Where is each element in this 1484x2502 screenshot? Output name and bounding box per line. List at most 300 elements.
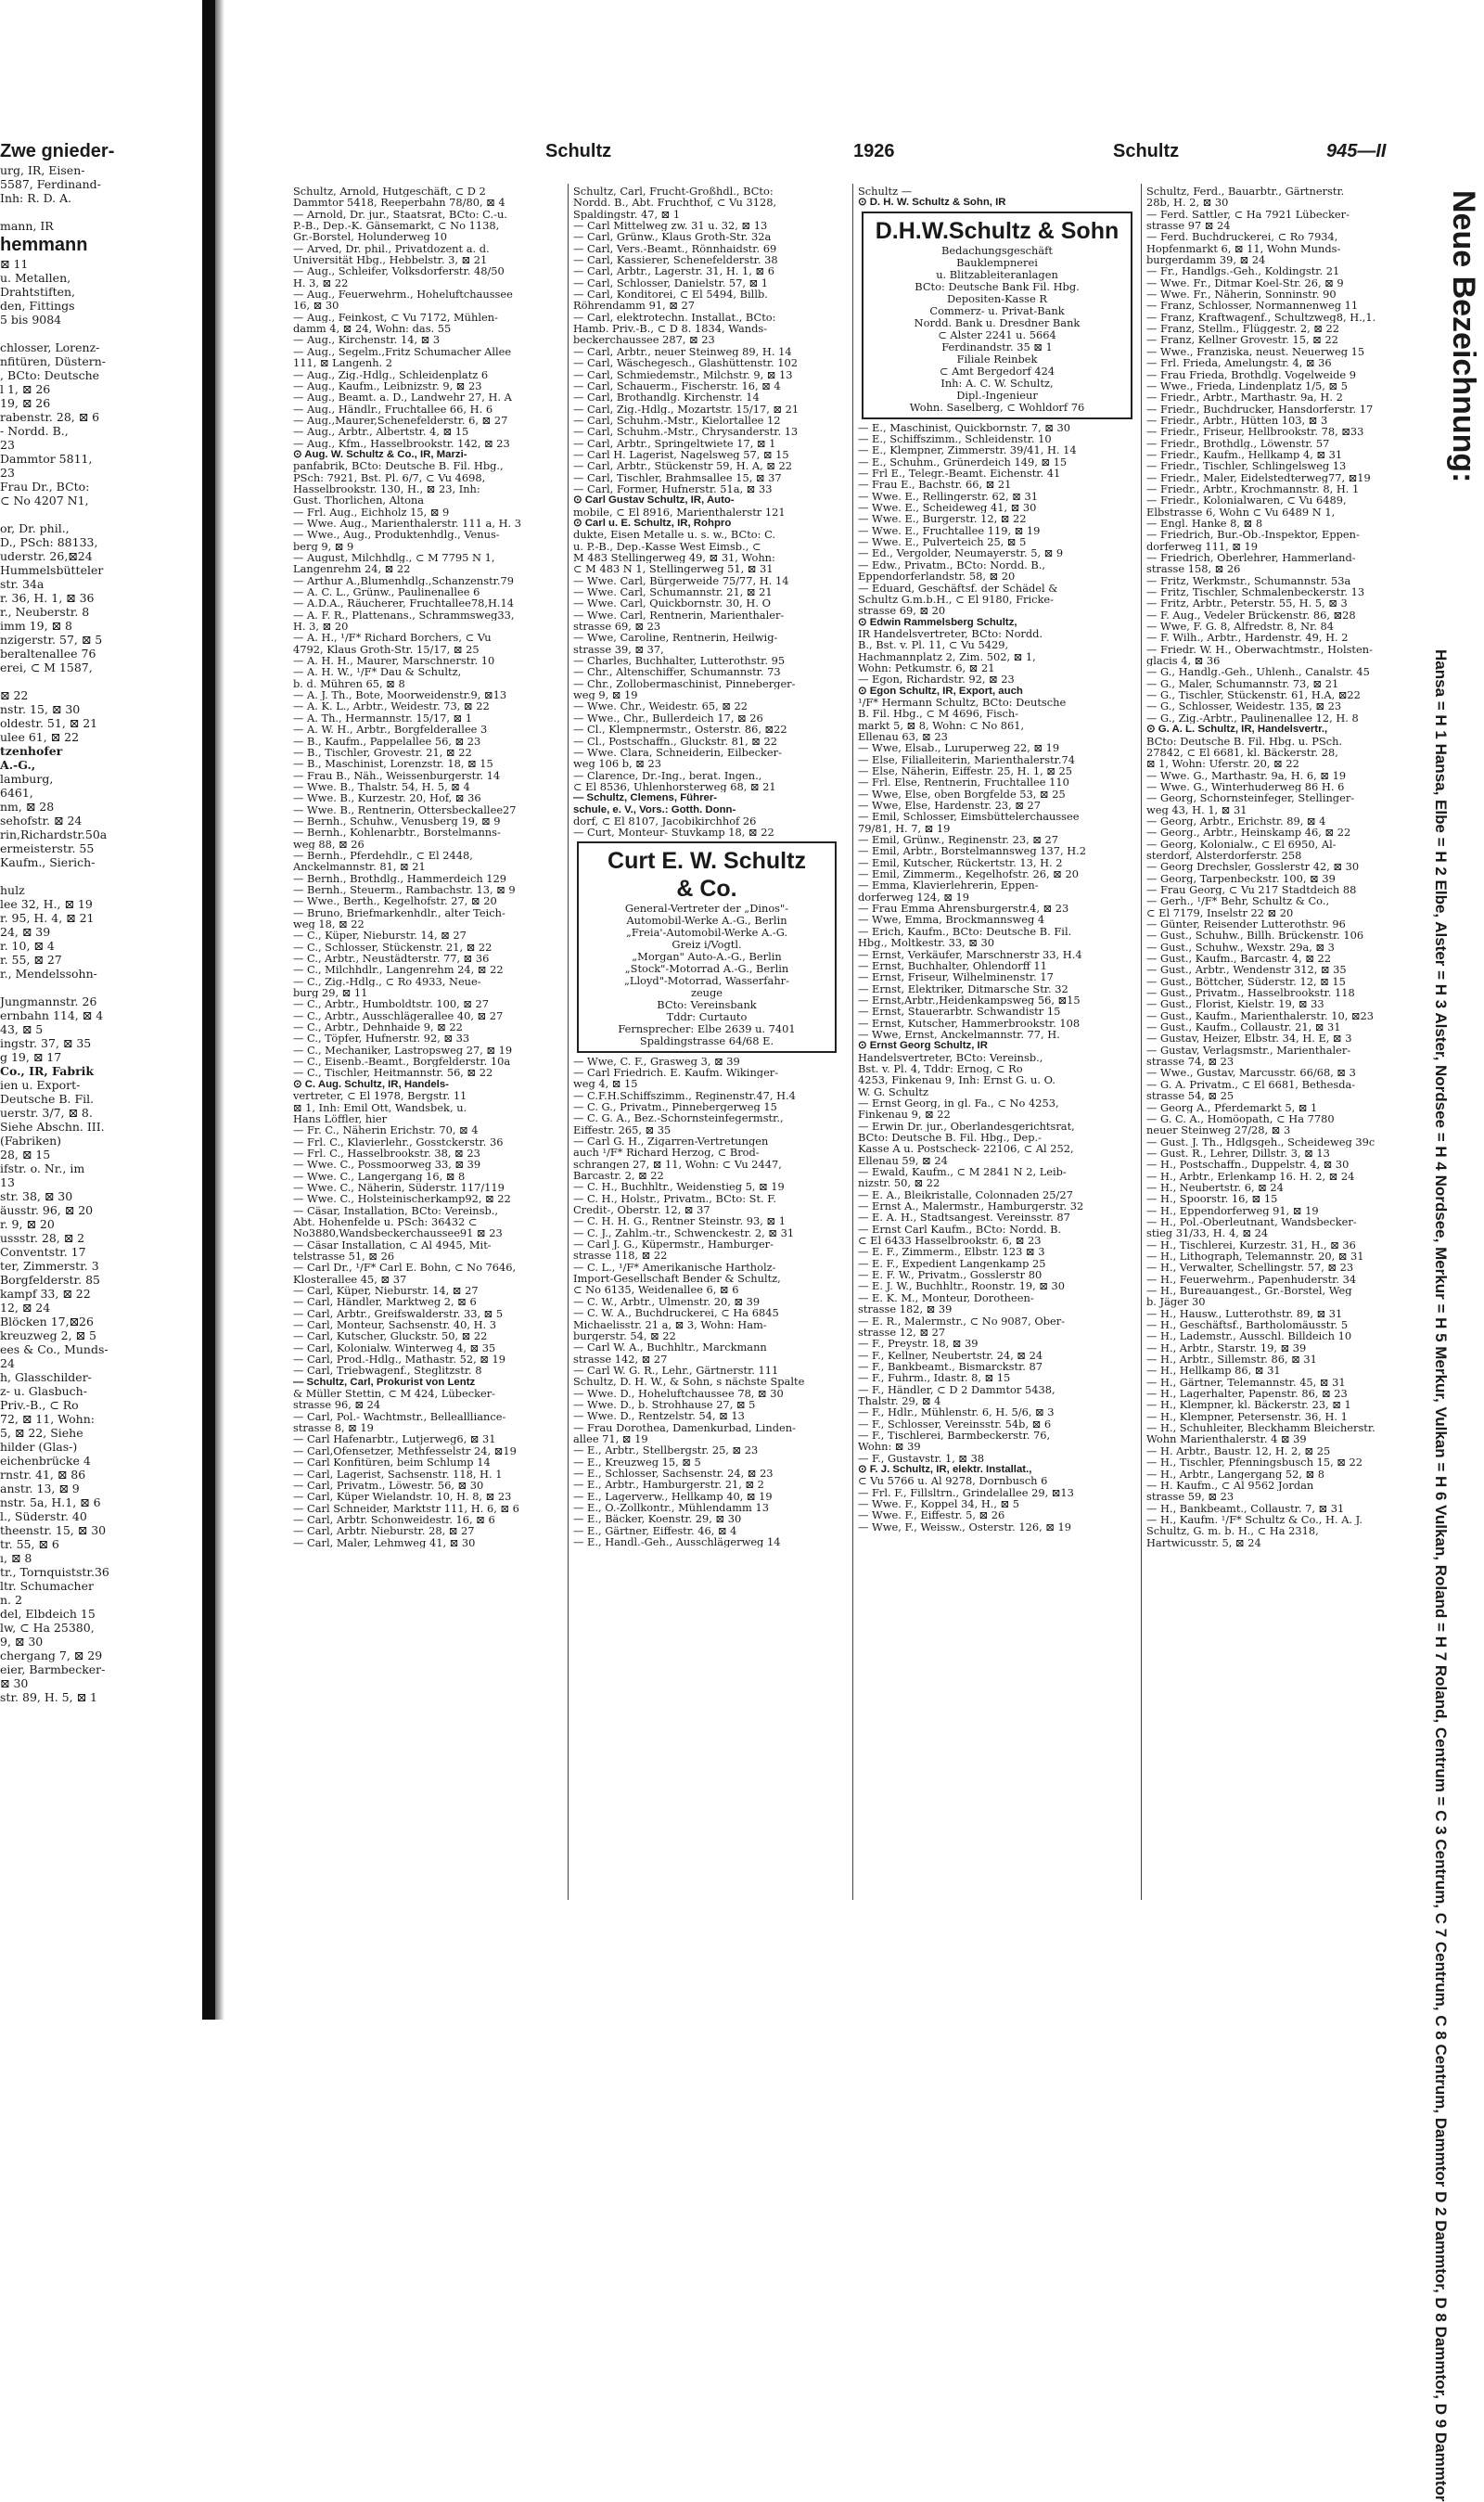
directory-entry-line: weg 88, ⊠ 26 [293, 838, 365, 850]
directory-entry-line: ⊂ El 7179, Inselstr 22 ⊠ 20 [1146, 906, 1294, 918]
directory-entry-line: — H., Gärtner, Telemannstr. 45, ⊠ 31 [1146, 1376, 1346, 1389]
directory-entry-line: — Carl, Kassierer, Schenefelderstr. 38 [573, 254, 778, 266]
directory-entry-line: mobile, ⊂ El 8916, Marienthalerstr 121 [573, 506, 786, 518]
firm-entry-line: schule, e. V., Vors.: Gotth. Donn- [573, 803, 736, 815]
directory-entry-line: — H., Feuerwehrm., Papenhuderstr. 34 [1146, 1273, 1357, 1285]
fragment-line: r. 95, H. 4, ⊠ 21 [0, 911, 95, 925]
directory-entry-line: — Ferd. Sattler, ⊂ Ha 7921 Lübecker- [1146, 208, 1350, 221]
directory-entry-line: — H., Lademstr., Ausschl. Billdeich 10 [1146, 1330, 1352, 1342]
directory-entry-line: — Georg, Arbtr., Erichstr. 89, ⊠ 4 [1146, 815, 1326, 828]
directory-entry-line: — Engl. Hanke 8, ⊠ 8 [1146, 517, 1263, 530]
directory-entry-line: markt 5, ⊠ 8, Wohn: ⊂ No 861, [858, 719, 1025, 731]
directory-entry-line: — B., Tischler, Grovestr. 21, ⊠ 22 [293, 746, 472, 759]
directory-entry-line: — H., Arbtr., Langergang 52, ⊠ 8 [1146, 1468, 1325, 1480]
advertisement-dhw-schultz [862, 212, 1132, 419]
directory-entry-line: — A.D.A., Räucherer, Fruchtallee78,H.14 [293, 597, 515, 609]
fragment-line: l 1, ⊠ 26 [0, 382, 51, 396]
directory-entry-line: Hbg., Moltkestr. 33, ⊠ 30 [858, 937, 995, 949]
ad-line: „Freia'-Automobil-Werke A.-G. [625, 926, 788, 939]
directory-entry-line: — E. R., Malermstr., ⊂ No 9087, Ober- [858, 1315, 1066, 1327]
fragment-line: hilder (Glas-) [0, 1440, 78, 1454]
directory-entry-line: — E., Schlosser, Sachsenstr. 24, ⊠ 23 [573, 1467, 774, 1480]
directory-entry-line: — Friedr., Arbtr., Marthastr. 9a, H. 2 [1146, 391, 1343, 404]
fragment-line: rnstr. 41, ⊠ 86 [0, 1468, 86, 1482]
directory-entry-line: — E., Gärtner, Eiffestr. 46, ⊠ 4 [573, 1524, 737, 1537]
directory-entry-line: — G., Handlg.-Geh., Uhlenh., Canalstr. 45 [1146, 666, 1370, 678]
fragment-line: mann, IR [0, 219, 54, 233]
fragment-line: nfitüren, Düstern- [0, 354, 106, 368]
firm-entry-line: ⊙ Edwin Rammelsberg Schultz, [858, 616, 1017, 628]
directory-entry-line: — Gust., Schuhw., Billh. Brückenstr. 106 [1146, 930, 1364, 942]
directory-entry-line: — Friedr., Buchdrucker, Hansdorferstr. 17 [1146, 403, 1374, 415]
directory-entry-line: — Wwe. Fr., Näherin, Sonninstr. 90 [1146, 289, 1337, 301]
directory-entry-line: — Cl., Postschaffn., Gluckstr. 81, ⊠ 22 [573, 735, 777, 747]
fragment-line: str. 89, H. 5, ⊠ 1 [0, 1690, 97, 1704]
fragment-line: anstr. 13, ⊠ 9 [0, 1482, 80, 1495]
directory-entry-line: — Aug., Zig.-Hdlg., Schleidenplatz 6 [293, 368, 489, 380]
directory-entry-line: — E., O.-Zollkontr., Mühlendamm 13 [573, 1502, 769, 1514]
directory-entry-line: — A. Th., Hermannstr. 15/17, ⊠ 1 [293, 712, 472, 725]
directory-entry-line: — Aug., Händlr., Fruchtallee 66, H. 6 [293, 403, 493, 415]
directory-entry-line: — A. J. Th., Bote, Moorweidenstr.9, ⊠13 [293, 689, 507, 701]
directory-entry-line: — Wwe. Clara, Schneiderin, Eilbecker- [573, 746, 782, 759]
fragment-line: l., Süderstr. 40 [0, 1509, 87, 1523]
directory-entry-line: Import-Gesellschaft Bender & Schultz, [573, 1273, 781, 1285]
directory-entry-line: — Wwe. E., Pulverteich 25, ⊠ 5 [858, 536, 1027, 548]
directory-entry-line: Eppendorferlandstr. 58, ⊠ 20 [858, 571, 1016, 583]
directory-entry-line: 16, ⊠ 30 [293, 300, 339, 312]
directory-entry-line: — Fritz, Arbtr., Peterstr. 55, H. 5, ⊠ 3 [1146, 597, 1348, 609]
directory-entry-line: — Carl,Ofensetzer, Methfesselstr 24, ⊠19 [293, 1444, 517, 1457]
directory-entry-line: — Ed., Vergolder, Neumayerstr. 5, ⊠ 9 [858, 547, 1064, 559]
directory-entry-line: — E., Handl.-Geh., Ausschlägerweg 14 [573, 1536, 781, 1548]
directory-entry-line: — Wwe, Emma, Brockmannsweg 4 [858, 914, 1045, 926]
directory-entry-line: — Wwe. F., Koppel 34, H., ⊠ 5 [858, 1498, 1020, 1510]
fragment-line: urg, IR, Eisen- [0, 163, 85, 177]
directory-entry-line: — F., Hdlr., Mühlenstr. 6, H. 5/6, ⊠ 3 [858, 1406, 1055, 1418]
directory-entry-line: — Gust., Böttcher, Süderstr. 12, ⊠ 15 [1146, 975, 1346, 988]
directory-entry-line: — Wwe, C. F., Grasweg 3, ⊠ 39 [573, 1055, 740, 1067]
directory-entry-line: — Gust., Kaufm., Barcastr. 4, ⊠ 22 [1146, 953, 1332, 965]
fragment-line: 72, ⊠ 11, Wohn: [0, 1412, 95, 1426]
firm-entry-line: ⊙ Egon Schultz, IR, Export, auch [858, 685, 1023, 697]
directory-entry-line: — Chr., Altenschiffer, Schumannstr. 73 [573, 666, 781, 678]
directory-entry-line: — Carl, Arbtr., neuer Steinweg 89, H. 14 [573, 345, 792, 358]
directory-entry-line: — Friedr., Brothdlg., Löwenstr. 57 [1146, 437, 1330, 449]
directory-entry-line: — Carl, Küper, Nieburstr. 14, ⊠ 27 [293, 1285, 479, 1297]
directory-entry-line: — Friedrich, Bur.-Ob.-Inspektor, Eppen- [1146, 529, 1360, 541]
directory-entry-line: — Carl, Konditorei, ⊂ El 5494, Billb. [573, 289, 768, 301]
directory-entry-line: ⊠ 1, Inh: Emil Ott, Wandsbek, u. [293, 1101, 467, 1113]
directory-entry-line: — H., Hellkamp 86, ⊠ 31 [1146, 1365, 1281, 1377]
fragment-line: chergang 7, ⊠ 29 [0, 1649, 103, 1662]
directory-entry-line: B. Fil. Hbg., ⊂ M 4696, Fisch- [858, 708, 1019, 720]
directory-entry-line: berg 9, ⊠ 9 [293, 540, 354, 552]
directory-entry-line: — Frau Emma Ahrensburgerstr.4, ⊠ 23 [858, 903, 1069, 915]
directory-entry-line: — F. Wilh., Arbtr., Hardenstr. 49, H. 2 [1146, 632, 1349, 644]
directory-entry-line: telstrasse 51, ⊠ 26 [293, 1250, 395, 1263]
directory-entry-line: — E., Kreuzweg 15, ⊠ 5 [573, 1456, 701, 1468]
directory-entry-line: vertreter, ⊂ El 1978, Bergstr. 11 [293, 1090, 467, 1102]
fragment-line: 28, ⊠ 15 [0, 1148, 51, 1161]
fragment-line: nzigerstr. 57, ⊠ 5 [0, 633, 103, 647]
directory-entry-line: — H., Eppendorferweg 91, ⊠ 19 [1146, 1204, 1319, 1216]
fragment-line: lw, ⊂ Ha 25380, [0, 1621, 95, 1635]
directory-entry-line: — Cäsar Installation, ⊂ Al 4945, Mit- [293, 1238, 492, 1251]
page-gutter [202, 0, 215, 2020]
fragment-line: del, Elbdeich 15 [0, 1607, 96, 1621]
column-rule [568, 184, 569, 1900]
directory-entry-line: — H., Bankbeamt., Collaustr. 7, ⊠ 31 [1146, 1502, 1345, 1514]
directory-entry-line: — Erwin Dr. jur., Oberlandesgerichtsrat, [858, 1120, 1075, 1132]
ad-line: „Morgan" Auto-A.-G., Berlin [632, 950, 782, 963]
directory-entry-line: — C., Zig.-Hdlg., ⊂ Ro 4933, Neue- [293, 975, 481, 988]
directory-entry-line: — Ernst, Stauerarbtr. Schwandistr 15 [858, 1006, 1061, 1018]
fragment-line: eichenbrücke 4 [0, 1454, 91, 1468]
fragment-line: Drahtstiften, [0, 285, 76, 299]
directory-entry-line: — Ernst, Kutscher, Hammerbrookstr. 108 [858, 1017, 1081, 1029]
directory-entry-line: 4253, Finkenau 9, Inh: Ernst G. u. O. [858, 1074, 1055, 1086]
fragment-line: ⊠ 22 [0, 688, 29, 702]
directory-entry-line: P.-B., Dep.-K. Gänsemarkt, ⊂ No 1138, [293, 220, 500, 232]
directory-entry-line: — G., Zig.-Arbtr., Paulinenallee 12, H. 8 [1146, 712, 1359, 725]
directory-entry-line: strasse 96, ⊠ 24 [293, 1399, 381, 1411]
fragment-line: 24, ⊠ 39 [0, 925, 51, 939]
firm-entry-line: ⊙ F. J. Schultz, IR, elektr. Installat., [858, 1463, 1032, 1475]
directory-entry-line: — Friedrich, Oberlehrer, Hammerland- [1146, 552, 1356, 564]
directory-entry-line: — Frl. Aug., Eichholz 15, ⊠ 9 [293, 506, 450, 518]
directory-entry-line: — Franz, Kraftwagenf., Schultzweg8, H.,1. [1146, 311, 1376, 324]
fragment-line: 23 [0, 438, 15, 452]
directory-entry-line: — Wwe. G., Winterhuderweg 86 H. 6 [1146, 780, 1345, 793]
gutter-shadow [215, 0, 224, 2020]
directory-entry-line: dorf, ⊂ El 8107, Jacobikirchhof 26 [573, 815, 757, 828]
fragment-line: , BCto: Deutsche [0, 368, 100, 382]
directory-entry-line: — Carl, Schuhm.-Mstr., Kielortallee 12 [573, 414, 781, 427]
directory-entry-line: — Wwe. D., Hoheluftchaussee 78, ⊠ 30 [573, 1387, 784, 1399]
fragment-line: uderstr. 26,⊠24 [0, 549, 93, 563]
directory-entry-line: — E. F. W., Privatm., Gosslerstr 80 [858, 1269, 1043, 1281]
directory-entry-line: — Charles, Buchhalter, Lutterothstr. 95 [573, 655, 786, 667]
directory-entry-line: — Bernh., Brothdlg., Hammerdeich 129 [293, 872, 507, 884]
directory-entry-line: Schultz, G. m. b. H., ⊂ Ha 2318, [1146, 1525, 1319, 1537]
directory-entry-line: — E., Maschinist, Quickbornstr. 7, ⊠ 30 [858, 421, 1071, 434]
directory-entry-line: — Emma, Klavierlehrerin, Eppen- [858, 879, 1039, 892]
directory-entry-line: — C., Milchhdlr., Langenrehm 24, ⊠ 22 [293, 964, 504, 976]
directory-entry-line: strasse 74, ⊠ 23 [1146, 1056, 1235, 1068]
directory-entry-line: PSch: 7921, Bst. Pl. 6/7, ⊂ Vu 4698, [293, 471, 486, 483]
directory-entry-line: — Carl, Kutscher, Gluckstr. 50, ⊠ 22 [293, 1330, 488, 1342]
directory-entry-line: Ellenau 63, ⊠ 23 [858, 730, 948, 743]
directory-entry-line: — H., Neubertstr. 6, ⊠ 24 [1146, 1181, 1284, 1194]
directory-entry-line: — Ernst,Arbtr.,Heidenkampsweg 56, ⊠15 [858, 994, 1081, 1007]
directory-entry-line: — F., Schlosser, Vereinsstr. 54b, ⊠ 6 [858, 1418, 1052, 1430]
fragment-line: kampf 33, ⊠ 22 [0, 1287, 91, 1301]
fragment-line: Kaufm., Sierich- [0, 855, 96, 869]
fragment-line: Deutsche B. Fil. [0, 1092, 95, 1106]
directory-entry-line: — Wwe. D., b. Strohhause 27, ⊠ 5 [573, 1398, 756, 1411]
directory-entry-line: — H., Schuhleiter, Bleckhamm Bleicherstr. [1146, 1422, 1375, 1434]
directory-entry-line: — A. H. H., Maurer, Marschnerstr. 10 [293, 655, 495, 667]
directory-entry-line: — B., Kaufm., Pappelallee 56, ⊠ 23 [293, 735, 481, 747]
fragment-line: eier, Barmbecker- [0, 1662, 106, 1676]
directory-entry-line: — Else, Näherin, Eiffestr. 25, H. 1, ⊠ 25 [858, 765, 1073, 777]
fragment-line: rin,Richardstr.50a [0, 828, 108, 841]
directory-entry-line: — F., Fuhrm., Idastr. 8, ⊠ 15 [858, 1372, 1011, 1384]
fragment-line: den, Fittings [0, 299, 75, 313]
fragment-line: r. 9, ⊠ 20 [0, 1217, 55, 1231]
directory-entry-line: — Bernh., Kohlenarbtr., Borstelmanns- [293, 827, 501, 839]
directory-entry-line: W. G. Schultz [858, 1085, 928, 1097]
directory-entry-line: Wohn: Petkumstr. 6, ⊠ 21 [858, 661, 995, 674]
ad-line: ⊂ Amt Bergedorf 424 [939, 365, 1055, 378]
fragment-line: ernbahn 114, ⊠ 4 [0, 1008, 104, 1022]
directory-entry-line: — Gustav, Heizer, Elbstr. 34, H. E, ⊠ 3 [1146, 1033, 1352, 1045]
fragment-line: ees & Co., Munds- [0, 1342, 109, 1356]
directory-entry-line: — Carl, Vers.-Beamt., Rönnhaidstr. 69 [573, 242, 777, 255]
fragment-line: uerstr. 3/7, ⊠ 8. [0, 1106, 93, 1120]
fragment-line: sehofstr. ⊠ 24 [0, 814, 83, 828]
directory-entry-line: Abt. Hohenfelde u. PSch: 36432 ⊂ [293, 1215, 478, 1228]
fragment-line: ⊂ No 4207 N1, [0, 494, 89, 507]
fragment-line: theenstr. 15, ⊠ 30 [0, 1523, 107, 1537]
ad-line: Bedachungsgeschäft [941, 244, 1053, 257]
directory-entry-line: strasse 97 ⊠ 24 [1146, 220, 1231, 232]
directory-entry-line: — A. K. L., Arbtr., Weidestr. 73, ⊠ 22 [293, 700, 490, 712]
directory-entry-line: — Aug., Kaufm., Leibnizstr. 9, ⊠ 23 [293, 379, 482, 392]
directory-entry-line: — Carl, Arbtr. Nieburstr. 28, ⊠ 27 [293, 1525, 475, 1537]
directory-entry-line: Anckelmannstr. 81, ⊠ 21 [293, 861, 426, 873]
directory-entry-line: — Wwe. Carl, Quickbornstr. 30, H. O [573, 597, 771, 609]
directory-entry-line: — F. Aug., Vedeler Brückenstr. 86, ⊠28 [1146, 609, 1356, 622]
directory-entry-line: Gust. Thorlichen, Altona [293, 494, 425, 507]
directory-entry-line: — Carl, Tischler, Brahmsallee 15, ⊠ 37 [573, 471, 782, 483]
directory-entry-line: — Ernst Carl Kaufm., BCto: Nordd. B. [858, 1223, 1062, 1236]
margin-title-neue-bezeichnung: Neue Bezeichnung: [1446, 190, 1481, 483]
directory-entry-line: strasse 8, ⊠ 19 [293, 1422, 374, 1434]
column-rule [852, 184, 853, 1900]
directory-entry-line: glacis 4, ⊠ 36 [1146, 655, 1221, 667]
directory-entry-line: — Friedr., Maler, Eidelstedterweg77, ⊠19 [1146, 471, 1371, 483]
directory-entry-line: — Carl Mittelweg zw. 31 u. 32, ⊠ 13 [573, 220, 768, 232]
directory-entry-line: — A. F. R., Plattenans., Schrammsweg33, [293, 609, 515, 622]
directory-entry-line: — F., Kellner, Neubertstr. 24, ⊠ 24 [858, 1349, 1043, 1361]
firm-entry-line: ⊙ Carl Gustav Schultz, IR, Auto- [573, 494, 735, 507]
directory-entry-line: Michaelisstr. 21 a, ⊠ 3, Wohn: Ham- [573, 1318, 767, 1330]
fragment-line: kreuzweg 2, ⊠ 5 [0, 1328, 96, 1342]
ad-line: Tddr: Curtauto [666, 1010, 748, 1023]
directory-entry-line: — Carl, Arbtr., Lagerstr. 31, H. 1, ⊠ 6 [573, 265, 774, 277]
directory-entry-line: — Arved, Dr. phil., Privatdozent a. d. [293, 242, 490, 255]
ad-line: Ferdinandstr. 35 ⊠ 1 [941, 340, 1053, 353]
directory-entry-line: — Friedr., Arbtr., Hütten 103, ⊠ 3 [1146, 414, 1328, 427]
directory-entry-line: — Carl W. G. R., Lehr., Gärtnerstr. 111 [573, 1364, 779, 1377]
directory-entry-line: b. d. Mühren 65, ⊠ 8 [293, 677, 405, 690]
directory-entry-line: — Erich, Kaufm., BCto: Deutsche B. Fil. [858, 925, 1072, 938]
fragment-line: oldestr. 51, ⊠ 21 [0, 716, 98, 730]
directory-entry-line: — Frau B., Näh., Weissenburgerstr. 14 [293, 769, 501, 781]
directory-entry-line: — F., Gustavstr. 1, ⊠ 38 [858, 1452, 985, 1464]
directory-entry-line: — H., Bureauangest., Gr.-Borstel, Weg [1146, 1285, 1352, 1297]
directory-entry-line: — Carl, Küper Wielandstr. 10, H. 8, ⊠ 23 [293, 1491, 512, 1503]
ad-line: Filiale Reinbek [956, 353, 1038, 366]
directory-entry-line: burgerstr. 54, ⊠ 22 [573, 1329, 676, 1342]
directory-entry-line: — E., Schuhm., Grünerdeich 149, ⊠ 15 [858, 455, 1068, 468]
directory-entry-line: — Arnold, Dr. jur., Staatsrat, BCto: C.-u. [293, 208, 507, 221]
directory-entry-line: — Ferd. Buchdruckerei, ⊂ Ro 7934, [1146, 231, 1338, 243]
directory-entry-line: 27842, ⊂ El 6681, kl. Bäckerstr. 28, [1146, 746, 1338, 759]
fragment-line: Frau Dr., BCto: [0, 480, 90, 494]
directory-entry-line: H. 3, ⊠ 22 [293, 276, 349, 289]
fragment-line: 9, ⊠ 30 [0, 1635, 44, 1649]
ad-line: Inh: A. C. W. Schultz, [940, 377, 1054, 390]
directory-entry-line: — Bernh., Pferdehdlr., ⊂ El 2448, [293, 849, 473, 862]
fragment-line: lamburg, [0, 772, 54, 786]
directory-entry-line: — Wwe., Berth., Kegelhofstr. 27, ⊠ 20 [293, 895, 497, 907]
ad-line: zeuge [690, 986, 723, 999]
directory-entry-line: — Wwe., Franziska, neust. Neuerweg 15 [1146, 345, 1365, 358]
directory-entry-line: Hamb. Priv.-B., ⊂ D 8. 1834, Wands- [573, 323, 768, 335]
directory-entry-line: — Georg, Kolonialw., ⊂ El 6950, Al- [1146, 838, 1337, 850]
directory-entry-line: stieg 31/33, H. 4, ⊠ 24 [1146, 1227, 1269, 1239]
directory-entry-line: — Gust., Privatm., Hasselbrookstr. 118 [1146, 987, 1355, 999]
advertisement-curt-schultz [577, 841, 837, 1053]
fragment-line: hemmann [0, 235, 88, 255]
directory-entry-line: Spaldingstr. 47, ⊠ 1 [573, 208, 681, 221]
directory-entry-line: Röhrendamm 91, ⊠ 27 [573, 300, 695, 312]
directory-entry-line: Kasse A u. Postscheck- 22106, ⊂ Al 252, [858, 1143, 1074, 1155]
directory-entry-line: — Georg., Arbtr., Heinskamp 46, ⊠ 22 [1146, 827, 1351, 839]
margin-exchange-codes: Hansa = H 1 Hansa, Elbe = H 2 Elbe, Alster = H 3 Alster, Nordsee = H 4 Nordsee, Merkur = H 5 Merkur, Vulkan = H 6 Vulkan, Roland = H 7 Roland, Centrum = C 3 Centrum, C 7 Centrum, C 8 Centrum, Dammtor D 2 Dammtor, D 8 Dammtor, D 9 Dammtor [1432, 649, 1450, 2502]
directory-column-4 [1146, 186, 1434, 1911]
fragment-line: r. 36, H. 1, ⊠ 36 [0, 591, 95, 605]
fragment-line: rabenstr. 28, ⊠ 6 [0, 410, 100, 424]
directory-entry-line: — Frl. C., Klavierlehr., Gosstckerstr. 36 [293, 1136, 504, 1148]
directory-entry-line: ⊂ No 6135, Weidenallee 6, ⊠ 6 [573, 1284, 739, 1296]
directory-entry-line: ⊂ Vu 5766 u. Al 9278, Dornbusch 6 [858, 1475, 1048, 1487]
directory-entry-line: 111, ⊠ Langenh. 2 [293, 357, 393, 369]
directory-entry-line: 79/81, H. 7, ⊠ 19 [858, 822, 951, 835]
directory-entry-line: — C., Töpfer, Hufnerstr. 92, ⊠ 33 [293, 1033, 470, 1045]
directory-entry-line: ⊂ El 8536, Uhlenhorsterweg 68, ⊠ 21 [573, 780, 776, 793]
directory-entry-line: Schultz, Arnold, Hutgeschäft, ⊂ D 2 [293, 186, 486, 198]
directory-entry-line: — Friedr., Kolonialwaren, ⊂ Vu 6489, [1146, 494, 1347, 507]
directory-entry-line: nizstr. 50, ⊠ 22 [858, 1177, 940, 1189]
directory-entry-line: — Georg, Tarpenbeckstr. 100, ⊠ 39 [1146, 872, 1336, 884]
directory-entry-line: strasse 118, ⊠ 22 [573, 1250, 668, 1262]
directory-entry-line: — Wwe. B., Kurzestr. 20, Hof, ⊠ 36 [293, 792, 481, 804]
directory-entry-line: — Wwe. D., Rentzelstr. 54, ⊠ 13 [573, 1410, 745, 1422]
directory-entry-line: — Frau E., Bachstr. 66, ⊠ 21 [858, 479, 1012, 491]
running-header-right: Schultz [1113, 141, 1180, 161]
fragment-line [0, 205, 199, 219]
directory-entry-line: panfabrik, BCto: Deutsche B. Fil. Hbg., [293, 460, 504, 472]
ad-line: Depositen-Kasse R [947, 292, 1047, 305]
directory-entry-line: — Bernh., Steuerm., Rambachstr. 13, ⊠ 9 [293, 883, 516, 896]
directory-entry-line: — Carl, Prod.-Hdlg., Mathastr. 52, ⊠ 19 [293, 1354, 506, 1366]
fragment-line: g 19, ⊠ 17 [0, 1050, 62, 1064]
directory-entry-line: — C. H., Buchhltr., Weidenstieg 5, ⊠ 19 [573, 1181, 785, 1193]
directory-entry-line: — Wwe. Aug., Marienthalerstr. 111 a, H. 3 [293, 517, 521, 530]
fragment-line: nstr. 5a, H.1, ⊠ 6 [0, 1495, 101, 1509]
directory-entry-line: — Ernst A., Malermstr., Hamburgerstr. 32 [858, 1200, 1084, 1213]
directory-entry-line: — A. W. H., Arbtr., Borgfelderallee 3 [293, 724, 488, 736]
firm-entry-line: ⊙ G. A. L. Schultz, IR, Handelsvertr., [1146, 724, 1328, 736]
directory-entry-line: — C., Arbtr., Neustädterstr. 77, ⊠ 36 [293, 953, 490, 965]
directory-entry-line: beckerchaussee 287, ⊠ 23 [573, 334, 715, 346]
directory-entry-line: — Carl, Pol.- Wachtmstr., Belleallliance- [293, 1410, 506, 1423]
directory-entry-line: Wohn: ⊠ 39 [858, 1441, 921, 1453]
fragment-line: Co., IR, Fabrik [0, 1064, 95, 1078]
directory-entry-line: — Wwe. C., Langergang 16, ⊠ 8 [293, 1170, 466, 1182]
directory-entry-line: strasse 54, ⊠ 25 [1146, 1090, 1235, 1102]
directory-entry-line: — Ewald, Kaufm., ⊂ M 2841 N 2, Leib- [858, 1166, 1067, 1178]
directory-entry-line: Thalstr. 29, ⊠ 4 [858, 1394, 941, 1407]
directory-entry-line: — C. W. A., Buchdruckerei, ⊂ Ha 6845 [573, 1307, 779, 1319]
fragment-line: 24 [0, 1356, 15, 1370]
directory-entry-line: — Friedr., Tischler, Schlingelsweg 13 [1146, 460, 1347, 472]
directory-entry-line: — Gerh., ¹/F* Behr, Schultz & Co., [1146, 895, 1330, 907]
directory-entry-line: dorferweg 111, ⊠ 19 [1146, 540, 1259, 552]
directory-entry-line: weg 4, ⊠ 15 [573, 1078, 638, 1090]
fragment-line: Dammtor 5811, [0, 452, 93, 466]
directory-entry-line: — H., Arbtr., Erlenkamp 16. H. 2, ⊠ 24 [1146, 1170, 1355, 1182]
directory-entry-line: — Carl G. H., Zigarren-Vertretungen [573, 1136, 769, 1148]
directory-entry-line: damm 4, ⊠ 24, Wohn: das. 55 [293, 323, 452, 335]
directory-entry-line: — Wwe. Fr., Ditmar Koel-Str. 26, ⊠ 9 [1146, 276, 1344, 289]
directory-entry-line: — Gust., Schuhw., Wexstr. 29a, ⊠ 3 [1146, 941, 1335, 954]
directory-entry-line: Schultz G.m.b.H., ⊂ El 9180, Fricke- [858, 593, 1054, 606]
directory-entry-line: — Georg A., Pferdemarkt 5, ⊠ 1 [1146, 1101, 1318, 1113]
directory-entry-line: — H., Lagerhalter, Papenstr. 86, ⊠ 23 [1146, 1388, 1348, 1400]
directory-entry-line: — E. A. H., Stadtsangest. Vereinsstr. 87 [858, 1212, 1070, 1224]
directory-entry-line: — C., Küper, Nieburstr. 14, ⊠ 27 [293, 930, 467, 942]
directory-entry-line: — H., Klempner, kl. Bäckerstr. 23, ⊠ 1 [1146, 1399, 1351, 1411]
directory-entry-line: Barcastr. 2, ⊠ 22 [573, 1170, 664, 1182]
directory-entry-line: — H., Arbtr., Sillemstr. 86, ⊠ 31 [1146, 1354, 1317, 1366]
directory-entry-line: burg 29, ⊠ 11 [293, 987, 368, 999]
fragment-line: tr. 55, ⊠ 6 [0, 1537, 59, 1551]
directory-entry-line: — H., Pol.-Oberleutnant, Wandsbecker- [1146, 1215, 1357, 1228]
fragment-line: ı, ⊠ 8 [0, 1551, 32, 1565]
directory-entry-line: strasse 69, ⊠ 23 [573, 621, 661, 633]
directory-entry-line: Finkenau 9, ⊠ 22 [858, 1109, 951, 1121]
directory-entry-line: — Carl, Privatm., Löwestr. 56, ⊠ 30 [293, 1479, 484, 1492]
directory-entry-line: — Emil, Schlosser, Eimsbüttelerchaussee [858, 811, 1080, 823]
directory-entry-line: — Gust. J. Th., Hdlgsgeh., Scheideweg 39c [1146, 1136, 1375, 1148]
directory-entry-line: — E., Schiffszimm., Schleidenstr. 10 [858, 433, 1052, 445]
ad-line: Commerz- u. Privat-Bank [929, 304, 1065, 317]
fragment-line: ussstr. 28, ⊠ 2 [0, 1231, 85, 1245]
directory-entry-line: — Wwe. B., Rentnerin, Ottersbeckallee27 [293, 803, 517, 815]
fragment-line: 5 bis 9084 [0, 313, 62, 327]
fragment-line: r., Neuberstr. 8 [0, 605, 90, 619]
directory-entry-line: — Carl Hafenarbtr., Lutjerweg6, ⊠ 31 [293, 1433, 496, 1445]
directory-entry-line: — Carl, Grünw., Klaus Groth-Str. 32a [573, 231, 772, 243]
directory-entry-line: — E., Klempner, Zimmerstr. 39/41, H. 14 [858, 444, 1077, 456]
directory-entry-line: strasse 142, ⊠ 27 [573, 1353, 668, 1365]
directory-entry-line: — Frl. Else, Rentnerin, Fruchtallee 110 [858, 776, 1069, 789]
fragment-line: 12, ⊠ 24 [0, 1301, 51, 1315]
directory-entry-line: Hopfenmarkt 6, ⊠ 11, Wohn Munds- [1146, 242, 1341, 255]
ad-line: Bauklempnerei [956, 256, 1038, 269]
firm-entry-line: ⊙ C. Aug. Schultz, IR, Handels- [293, 1078, 449, 1090]
directory-entry-line: — H., Verwalter, Schellingstr. 57, ⊠ 23 [1146, 1262, 1354, 1274]
fragment-line: äusstr. 96, ⊠ 20 [0, 1203, 94, 1217]
ad-line: BCto: Deutsche Bank Fil. Hbg. [915, 280, 1080, 293]
fragment-line: lee 32, H., ⊠ 19 [0, 897, 93, 911]
directory-entry-line: — Carl, Brothandlg. Kirchenstr. 14 [573, 391, 760, 404]
